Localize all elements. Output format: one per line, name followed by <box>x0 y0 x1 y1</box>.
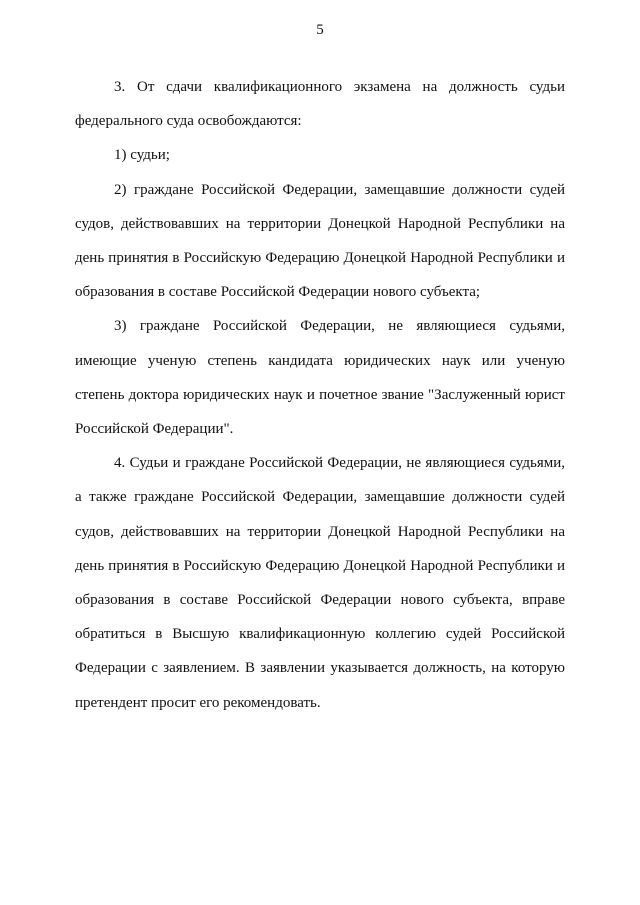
paragraph-3: 3. От сдачи квалификационного экзамена на должность судьи федерального суда освобождаются: <box>75 79 565 130</box>
paragraph-3-item-2: 2) граждане Российской Федерации, замещавшие должности судей судов, действовавших на территории Донецкой Народной Республики на день принятия в Российскую Федерацию Донецкой Народной Республики и образования в составе Российской Федерации нового субъекта; <box>75 181 565 301</box>
paragraph-3-item-1: 1) судьи; <box>114 147 170 164</box>
page-number: 5 <box>316 22 324 38</box>
paragraph-3-item-3: 3) граждане Российской Федерации, не являющиеся судьями, имеющие ученую степень кандидата юридических наук или ученую степень доктора юридических наук и почетное звание "Заслуженный юрист Российской Федерации". <box>75 318 565 438</box>
document-body <box>75 70 565 720</box>
paragraph-4: 4. Судьи и граждане Российской Федерации, не являющиеся судьями, а также граждане Российской Федерации, замещавшие должности судей судов, действовавших на территории Донецкой Народной Республики на день принятия в Российскую Федерацию Донецкой Народной Республики и образования в составе Российской Федерации нового субъекта, вправе обратиться в Высшую квалификационную коллегию судей Российской Федерации с заявлением. В заявлении указывается должность, на которую претендент просит его рекомендовать. <box>75 455 565 711</box>
